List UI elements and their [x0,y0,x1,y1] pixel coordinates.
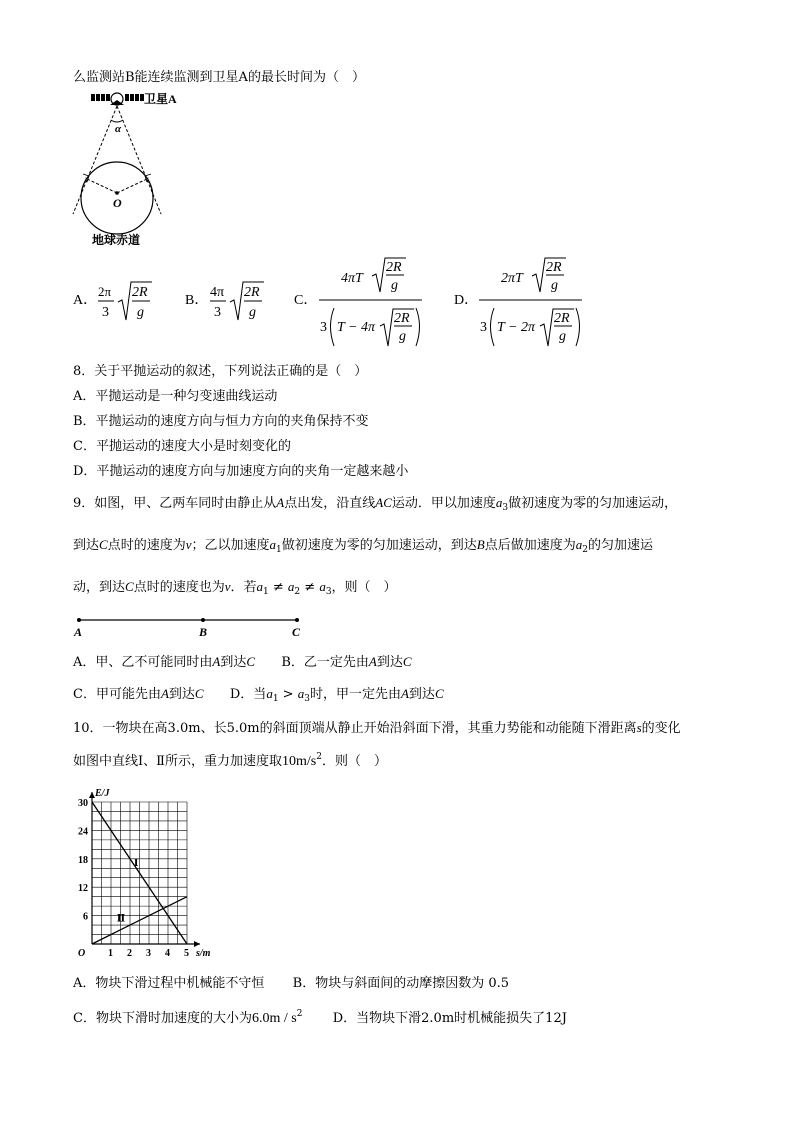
option-a-label: A． [73,293,98,308]
energy-chart [70,784,220,966]
option-d-num-sqrt-num: 2R [546,260,562,275]
q7-stem: 么监测站B能连续监测到卫星A的最长时间为（ ） [73,70,365,85]
series-label-ii: Ⅱ [116,913,126,925]
option-b-den: 3 [214,305,221,320]
option-c-den-inner: T − 4π [337,320,375,335]
tangent-line-right [117,106,161,214]
option-b-coef: 4π [210,285,225,300]
q10-line-1: 10．一物块在高3.0m、长5.0m的斜面顶端从静止开始沿斜面下滑，其重力势能和动能随下滑距离s的变化 [73,720,681,736]
option-a-sqrt-den: g [137,305,144,320]
option-d-den-prefix: 3 [480,320,487,335]
q10-option-a: A．物块下滑过程中机械能不守恒 [73,976,265,991]
option-c-label: C． [294,293,318,308]
tangent-line-left [73,106,117,214]
option-b-sqrt-den: g [249,305,256,320]
q10-options-row-1 [73,972,509,991]
q9-line-1: 9．如图，甲、乙两车同时由静止从A点出发，沿直线AC运动．甲以加速度$a_3$做初速度为零的匀加速运动， [73,495,678,513]
q9-line-3: 动，到达C点时的速度也为v．若$a_1 \ne a_2 \ne a_3$，则（ ） [73,579,397,597]
origin-label: O [78,948,86,959]
center-label: O [113,196,122,210]
x-tick-label: 5 [184,948,189,959]
option-a-sqrt-num: 2R [132,285,148,300]
q10-options-row-2: C．物块下滑时加速度的大小为$6.0m / s^2$ D．当物块下滑2.0m时机械能损失了12J [73,1009,567,1026]
y-tick-label: 12 [78,883,88,895]
q9-line-figure [70,612,310,642]
option-c-den-sqrt-den: g [399,329,406,344]
option-d-den-sqrt-num: 2R [554,311,570,326]
option-d-label: D． [454,293,479,308]
q9-options-row-2: C．甲可能先由A到达C D．当$a_1 > a_3$时，甲一定先由A到达C [73,686,444,704]
satellite-figure [70,86,180,251]
x-tick-label: 4 [165,948,170,959]
option-c-den-sqrt-num: 2R [394,311,410,326]
y-axis-label: E/J [95,788,110,799]
q9-options-row-1: A．甲、乙不可能同时由A到达C B．乙一定先由A到达C [73,654,412,670]
option-c-num: 4πT [341,271,363,286]
option-d-den-sqrt-den: g [559,329,566,344]
q8-option-d: D．平抛运动的速度方向与加速度方向的夹角一定越来越小 [73,464,409,479]
satellite-label: 卫星A [144,92,177,106]
radius-left [85,178,117,193]
point-b [201,618,205,622]
series-label-i: Ⅰ [133,857,139,869]
figure-caption: 地球赤道 [92,233,141,247]
q7-options [70,256,600,352]
point-b-label: B [199,625,208,639]
q9-line-2: 到达C点时的速度为v；乙以加速度$a_1$做初速度为零的匀加速运动，到达B点后做加速度为$a_2$的匀加速运 [73,537,653,555]
point-c [295,618,299,622]
option-c-den-prefix: 3 [320,320,327,335]
q8-option-b: B．平抛运动的速度方向与恒力方向的夹角保持不变 [73,414,369,429]
option-a-coef: 2π [98,284,112,299]
option-c-num-sqrt-den: g [391,278,398,293]
option-b-label: B． [185,293,209,308]
y-tick-label: 6 [83,911,88,923]
y-tick-label: 18 [78,854,88,866]
option-d-num: 2πT [501,271,523,286]
satellite-icon [110,93,124,105]
alpha-arc [111,120,123,122]
option-d-den-inner: T − 2π [497,320,535,335]
x-axis-arrow-icon [194,941,200,947]
point-a-label: A [74,625,83,639]
x-tick-label: 2 [127,948,132,959]
solar-panel-icon [91,94,144,101]
q8-option-a: A．平抛运动是一种匀变速曲线运动 [73,389,278,404]
center-dot [115,191,119,195]
x-tick-label: 3 [146,948,151,959]
x-axis-label: s/m [196,948,211,959]
point-a [77,618,81,622]
q10-option-b: B．物块与斜面间的动摩擦因数为 0.5 [292,976,510,991]
radius-right [117,178,149,193]
q8-option-c: C．平抛运动的速度大小是时刻变化的 [73,439,291,454]
option-c-num-sqrt-num: 2R [386,260,402,275]
y-tick-label: 30 [78,798,88,809]
x-tick-label: 1 [108,948,113,959]
option-b-sqrt-num: 2R [244,285,260,300]
option-a-den: 3 [102,305,109,320]
option-d-num-sqrt-den: g [551,278,558,293]
q10-line-2: 如图中直线Ⅰ、Ⅱ所示，重力加速度取$10m/s^2$．则（ ） [73,752,387,769]
y-tick-label: 24 [78,826,88,838]
point-c-label: C [292,625,301,639]
q8-stem: 8．关于平抛运动的叙述，下列说法正确的是（ ） [73,364,368,379]
alpha-label: α [115,123,122,135]
